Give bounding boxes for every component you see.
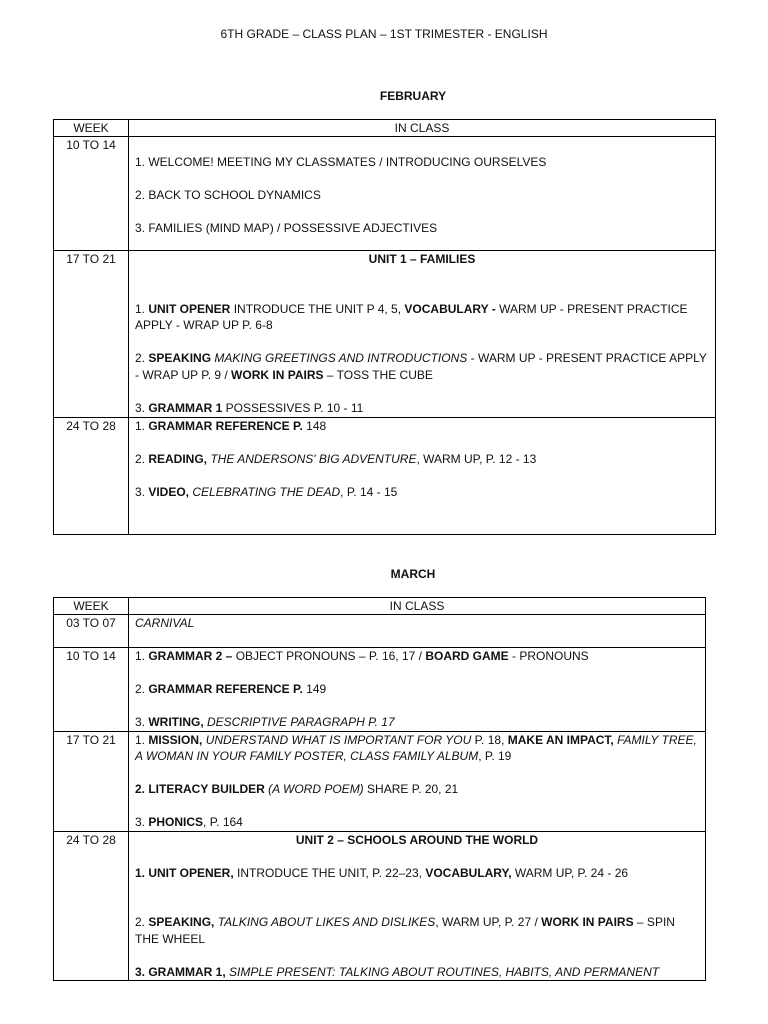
activity-item: 2. SPEAKING, TALKING ABOUT LIKES AND DISLIKES, WARM UP, P. 27 / WORK IN PAIRS – SPIN THE WHEEL (135, 915, 675, 946)
month-heading-february: FEBRUARY (379, 89, 447, 103)
in-class-column-header: IN CLASS (129, 598, 706, 615)
activity-item: 2. BACK TO SCHOOL DYNAMICS (135, 187, 321, 202)
table-row (54, 615, 706, 648)
activity-item: 2. SPEAKING MAKING GREETINGS AND INTRODUCTIONS - WARM UP - PRESENT PRACTICE APPLY - WRAP UP P. 9 / WORK IN PAIRS – TOSS THE CUBE (135, 351, 707, 382)
activity-item: 3. GRAMMAR 1, SIMPLE PRESENT: TALKING ABOUT ROUTINES, HABITS, AND PERMANENT (135, 964, 660, 979)
table-row (54, 137, 716, 251)
month-heading-march: MARCH (390, 567, 436, 581)
activity-item: CARNIVAL (135, 616, 195, 630)
activities-cell (129, 251, 716, 418)
week-cell: 10 TO 14 (54, 137, 129, 251)
activities-cell (129, 615, 706, 648)
activity-item: 1. GRAMMAR 2 – OBJECT PRONOUNS – P. 16, 17 / BOARD GAME - PRONOUNS (135, 649, 589, 663)
activity-item: 1. UNIT OPENER INTRODUCE THE UNIT P 4, 5, VOCABULARY - WARM UP - PRESENT PRACTICE APPLY - WRAP UP P. 6-8 (135, 301, 688, 332)
week-cell: 17 TO 21 (54, 731, 129, 831)
activity-item: 3. GRAMMAR 1 POSSESSIVES P. 10 - 11 (135, 400, 364, 415)
activity-item: 1. UNIT OPENER, INTRODUCE THE UNIT, P. 22–23, VOCABULARY, WARM UP, P. 24 - 26 (135, 865, 629, 880)
week-column-header: WEEK (54, 598, 129, 615)
activities-cell (129, 731, 706, 831)
week-cell: 24 TO 28 (54, 831, 129, 981)
week-cell: 10 TO 14 (54, 648, 129, 732)
table-row (54, 251, 716, 418)
table-row (54, 418, 716, 535)
activity-item: 3. FAMILIES (MIND MAP) / POSSESSIVE ADJECTIVES (135, 220, 438, 235)
activity-item: 1. GRAMMAR REFERENCE P. 148 (135, 419, 327, 433)
week-cell: 17 TO 21 (54, 251, 129, 418)
activity-item: 2. GRAMMAR REFERENCE P. 149 (135, 682, 327, 696)
table-header-row (54, 120, 716, 137)
table-header-row (54, 598, 706, 615)
activity-item: 3. PHONICS, P. 164 (135, 815, 243, 829)
activity-item: 3. WRITING, DESCRIPTIVE PARAGRAPH P. 17 (135, 715, 395, 729)
week-column-header: WEEK (54, 120, 129, 137)
unit-heading: UNIT 1 – FAMILIES (368, 252, 476, 266)
march-plan-table (53, 597, 706, 981)
activity-item: 1. WELCOME! MEETING MY CLASSMATES / INTRODUCING OURSELVES (135, 154, 547, 169)
activities-cell (129, 648, 706, 732)
activities-cell (129, 137, 716, 251)
activities-cell (129, 418, 716, 535)
february-plan-table (53, 119, 716, 535)
week-cell: 24 TO 28 (54, 418, 129, 535)
activities-cell (129, 831, 706, 981)
activity-item: 2. READING, THE ANDERSONS' BIG ADVENTURE, WARM UP, P. 12 - 13 (135, 452, 537, 466)
table-row (54, 648, 706, 732)
unit-heading: UNIT 2 – SCHOOLS AROUND THE WORLD (295, 832, 539, 847)
table-row (54, 831, 706, 981)
activity-item: 3. VIDEO, CELEBRATING THE DEAD, P. 14 - 15 (135, 485, 398, 499)
activity-item: 1. MISSION, UNDERSTAND WHAT IS IMPORTANT FOR YOU P. 18, MAKE AN IMPACT, FAMILY TREE, A WOMAN IN YOUR FAMILY POSTER, CLASS FAMILY ALBUM, P. 19 (135, 732, 697, 763)
in-class-column-header: IN CLASS (129, 120, 716, 137)
week-cell: 03 TO 07 (54, 615, 129, 648)
table-row (54, 731, 706, 831)
activity-item: 2. LITERACY BUILDER (A WORD POEM) SHARE P. 20, 21 (135, 782, 459, 796)
document-title: 6TH GRADE – CLASS PLAN – 1ST TRIMESTER - ENGLISH (220, 27, 548, 41)
